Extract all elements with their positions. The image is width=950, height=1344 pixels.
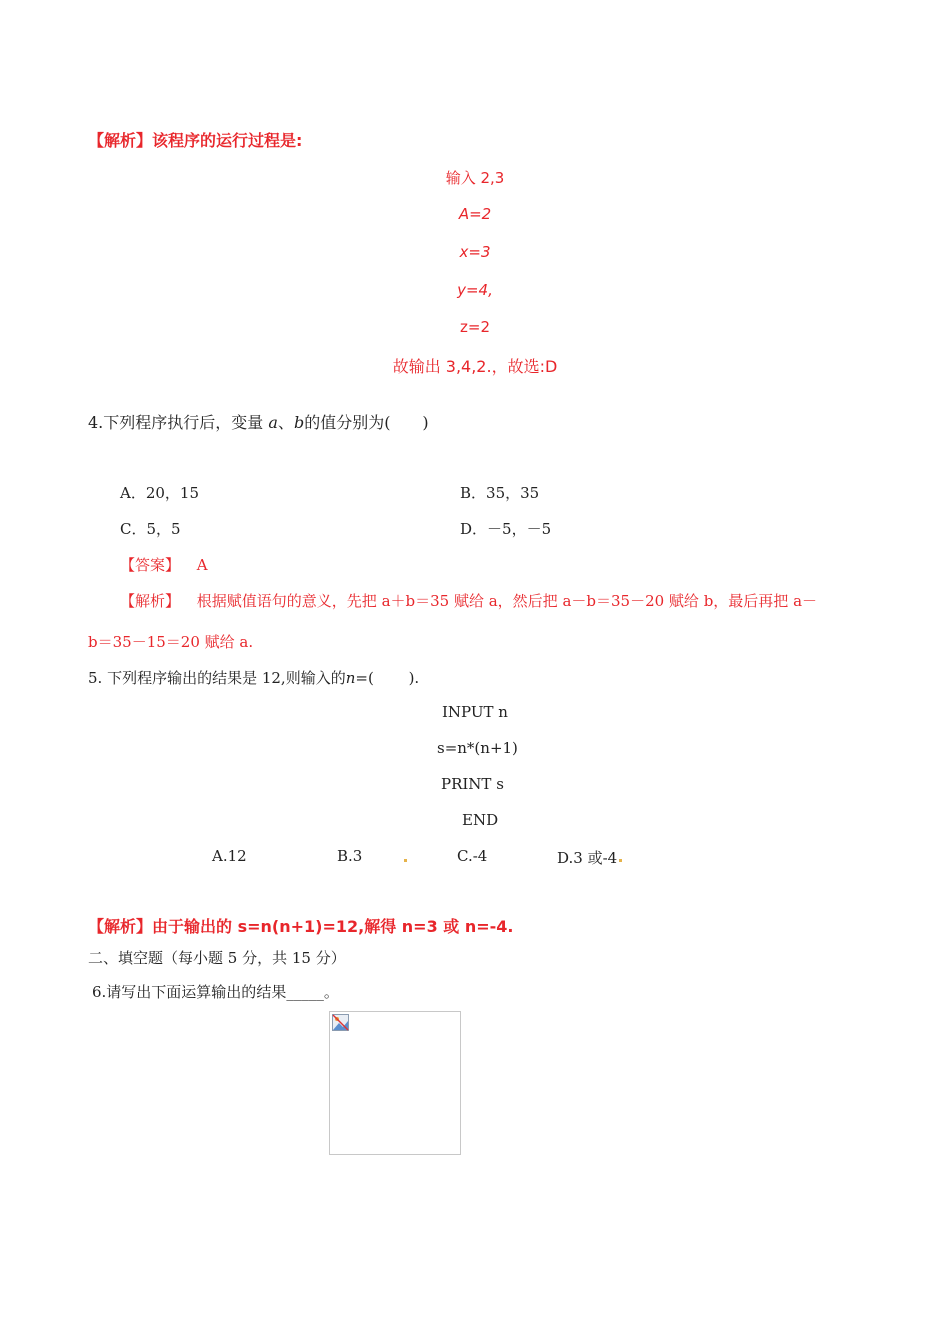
speck-mark bbox=[619, 859, 622, 862]
q4-var-b: b bbox=[293, 413, 305, 432]
q4-analysis-label: 【解析】 bbox=[120, 592, 181, 610]
analysis3-step-input: 输入 2,3 bbox=[445, 169, 505, 187]
analysis3-step-x: x=3 bbox=[459, 243, 491, 261]
analysis3-step-y: y=4, bbox=[457, 281, 493, 299]
q4-answer bbox=[120, 554, 208, 575]
q4-answer-value: A bbox=[196, 556, 208, 574]
q5-option-c: C.-4 bbox=[457, 847, 488, 865]
q5-stem-prefix: 5. 下列程序输出的结果是 12,则输入的 bbox=[88, 669, 346, 687]
q4-analysis-line1 bbox=[120, 590, 817, 611]
q4-analysis-text1: 根据赋值语句的意义，先把 a＋b＝35 赋给 a，然后把 a－b＝35－20 赋给 b，最后再把 a－ bbox=[196, 592, 818, 610]
q4-stem-suffix: 的值分别为( ) bbox=[304, 413, 429, 432]
q5-code-line-3: PRINT s bbox=[441, 775, 504, 793]
q4-analysis-line2: b＝35－15＝20 赋给 a. bbox=[88, 633, 254, 651]
q4-option-c: C．5，5 bbox=[120, 520, 181, 538]
q5-code-line-2: s=n*(n+1) bbox=[437, 739, 518, 757]
q5-option-d: D.3 或-4 bbox=[557, 849, 618, 867]
q4-option-a: A．20，15 bbox=[120, 484, 200, 502]
q5-analysis: 【解析】由于输出的 s=n(n+1)=12,解得 n=3 或 n=-4. bbox=[88, 917, 514, 936]
q5-stem-suffix: =( ). bbox=[355, 669, 420, 687]
section2-heading: 二、填空题（每小题 5 分，共 15 分） bbox=[88, 949, 346, 967]
q5-var-n: n bbox=[345, 669, 356, 687]
q4-answer-label: 【答案】 bbox=[120, 556, 181, 574]
analysis3-step-a: A=2 bbox=[458, 205, 492, 223]
q5-option-a: A.12 bbox=[212, 847, 247, 865]
q5-code-line-1: INPUT n bbox=[442, 703, 508, 721]
analysis3-conclusion: 故输出 3,4,2.，故选:D bbox=[392, 357, 558, 376]
q4-option-d: D．－5，－5 bbox=[460, 520, 552, 538]
q4-var-a: a bbox=[268, 413, 278, 432]
q5-stem bbox=[88, 667, 419, 688]
analysis3-step-z: z=2 bbox=[460, 318, 490, 336]
analysis3-heading: 【解析】该程序的运行过程是: bbox=[88, 131, 303, 150]
broken-image-icon bbox=[332, 1014, 349, 1031]
speck-mark bbox=[404, 859, 407, 862]
q6-image-placeholder bbox=[329, 1011, 461, 1155]
q5-code-line-4: END bbox=[462, 811, 499, 829]
q4-stem-prefix: 4.下列程序执行后，变量 bbox=[88, 413, 264, 432]
q4-sep: 、 bbox=[277, 413, 294, 432]
q6-stem: 6.请写出下面运算输出的结果_____。 bbox=[92, 983, 339, 1001]
q4-option-b: B．35，35 bbox=[460, 484, 540, 502]
q4-stem bbox=[88, 410, 429, 433]
q5-option-b: B.3 bbox=[337, 847, 363, 865]
